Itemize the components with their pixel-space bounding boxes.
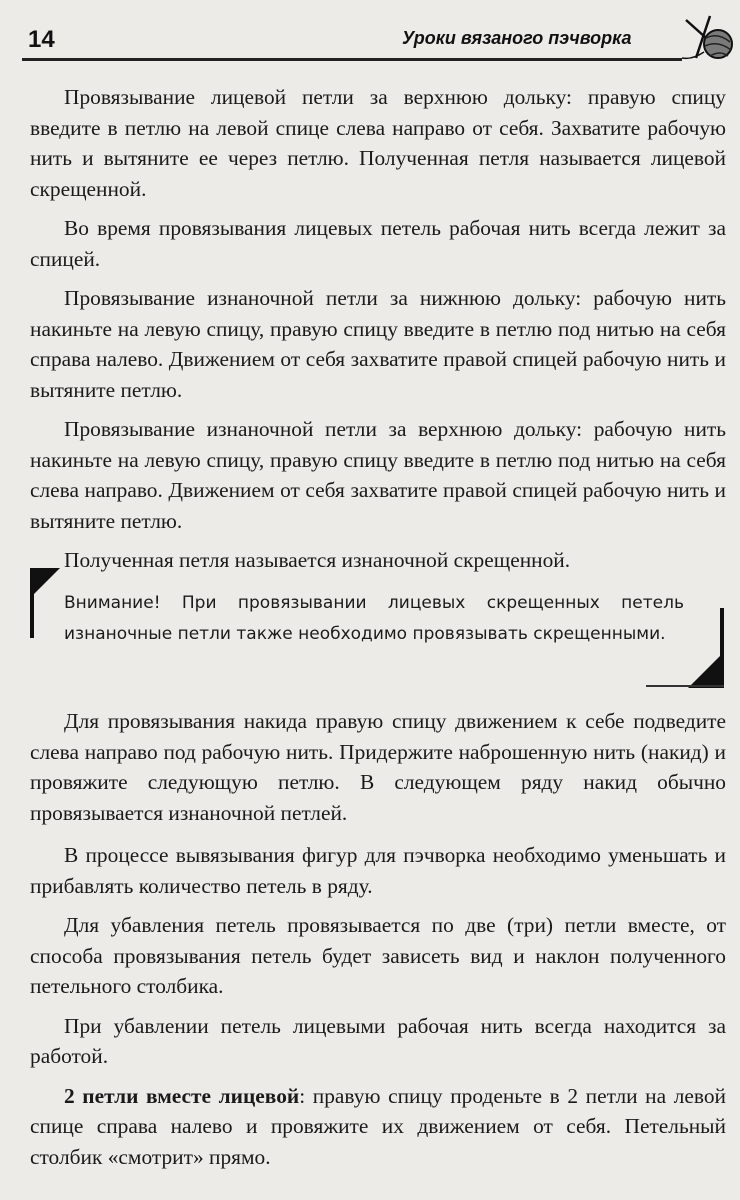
- paragraph: Во время провязывания лицевых петель рабочая нить всегда лежит за спицей.: [30, 216, 726, 271]
- paragraph-rest: : правую спицу проденьте в 2 петли на левой спице справа налево и провяжите их движением от себя. Петельный столбик «смотрит» прямо.: [30, 1083, 726, 1169]
- paragraph-last: [30, 1081, 726, 1173]
- note-corner-bottom-right: [646, 608, 724, 688]
- bold-lead: 2 петли вместе лицевой: [64, 1083, 300, 1108]
- note-text: Внимание! При провязывании лицевых скрещенных петель изнаночные петли также необходимо провязывать скрещенными.: [64, 593, 684, 644]
- paragraph: Провязывание лицевой петли за верхнюю дольку: правую спицу введите в петлю на левой спице слева направо от себя. Захватите рабочую нить и вытяните ее через петлю. Полученная петля называется лицевой скрещенной.: [30, 85, 726, 201]
- yarn-ball-needles-icon: [680, 14, 740, 64]
- body-text-bottom: [30, 706, 726, 1181]
- paragraph: Для провязывания накида правую спицу движением к себе подведите слева направо под рабочую нить. Придержите наброшенную нить (накид) и провяжите следующую петлю. В следующем ряду накид обычно провязывается изнаночной петлей.: [30, 709, 726, 825]
- header-rule: [22, 58, 682, 61]
- running-title: Уроки вязаного пэчворка: [402, 28, 632, 48]
- page-number: 14: [28, 26, 55, 53]
- page-header: [22, 14, 722, 60]
- paragraph: При убавлении петель лицевыми рабочая нить всегда находится за работой.: [30, 1013, 726, 1068]
- body-text-top: [30, 82, 726, 585]
- paragraph: Провязывание изнаночной петли за верхнюю дольку: рабочую нить накиньте на левую спицу, правую спицу введите в петлю под нитью на себя слева направо. Движением от себя захватите правой спицей рабочую нить и вытяните петлю.: [30, 417, 726, 533]
- paragraph: Полученная петля называется изнаночной скрещенной.: [64, 548, 571, 572]
- paragraph: В процессе вывязывания фигур для пэчворка необходимо уменьшать и прибавлять количество петель в ряду.: [30, 843, 726, 898]
- paragraph: Провязывание изнаночной петли за нижнюю дольку: рабочую нить накиньте на левую спицу, правую спицу введите в петлю под нитью на себя справа налево. Движением от себя захватите правой спицей рабочую нить и вытяните петлю.: [30, 286, 726, 402]
- paragraph: Для убавления петель провязывается по две (три) петли вместе, от способа провязывания петель будет зависеть вид и наклон полученного петельного столбика.: [30, 913, 726, 998]
- note-corner-top-left: [30, 568, 60, 638]
- attention-note: [30, 568, 724, 688]
